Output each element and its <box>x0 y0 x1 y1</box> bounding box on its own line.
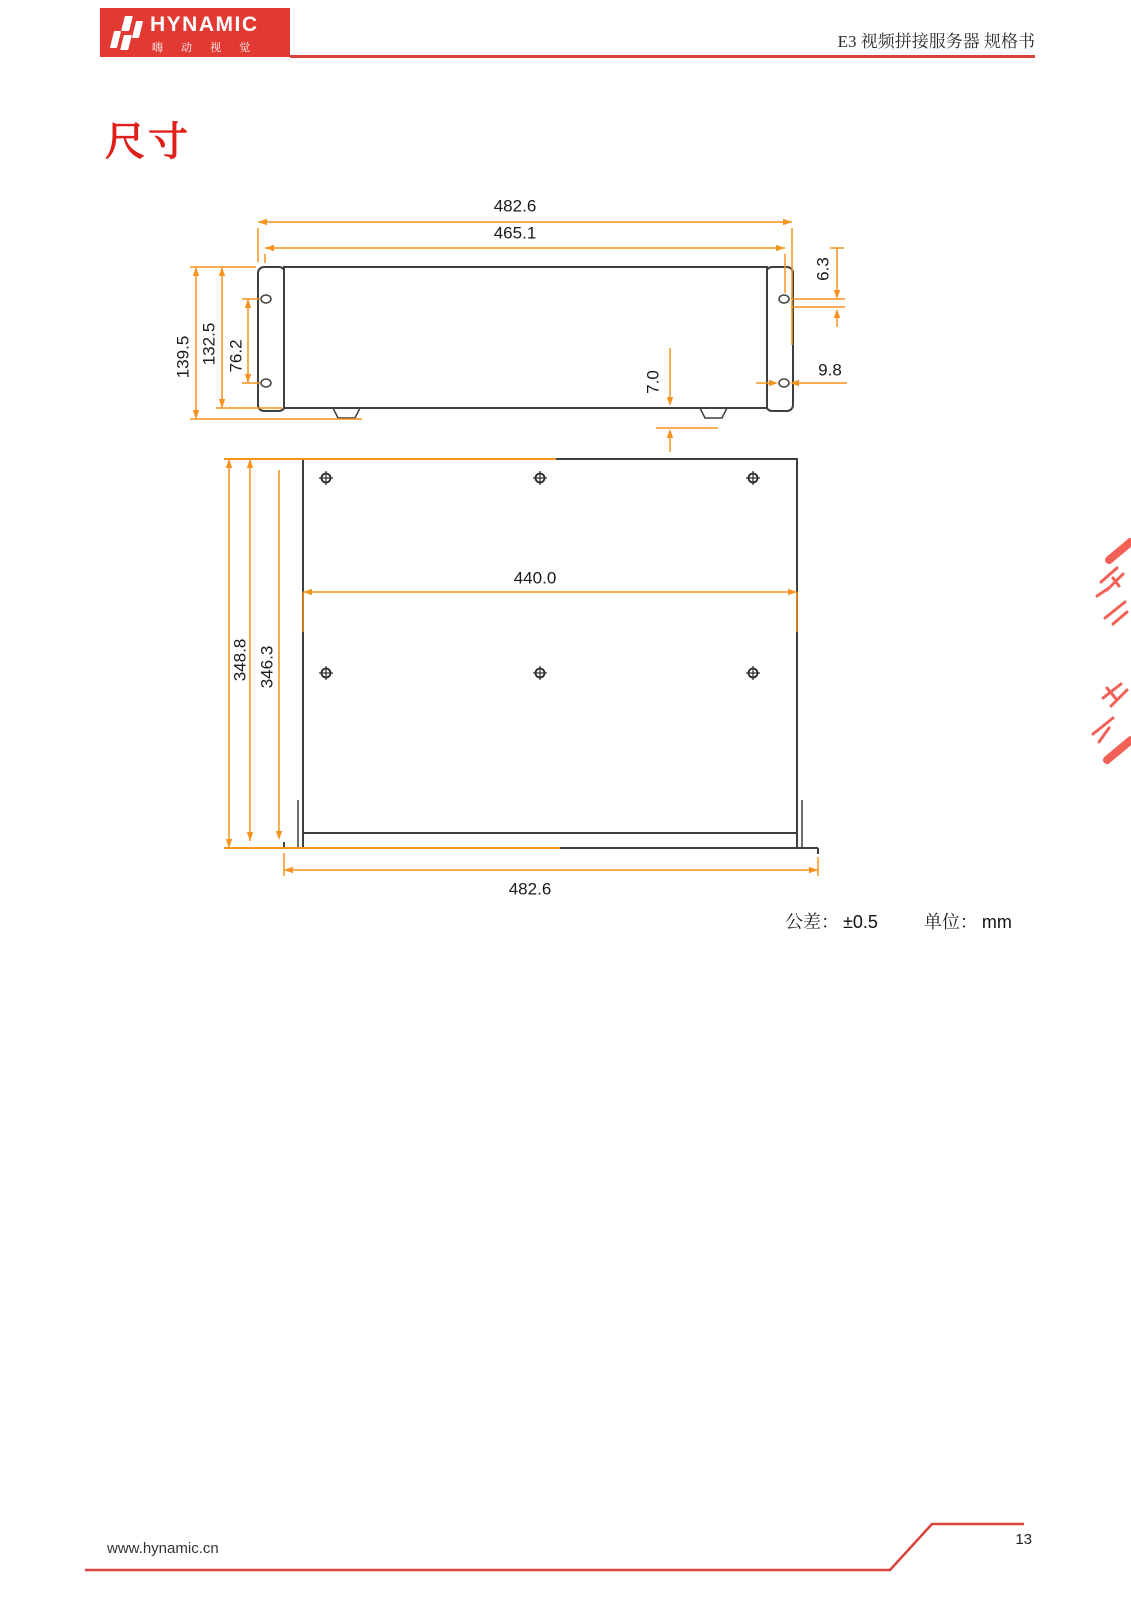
unit-value: mm <box>981 912 1012 932</box>
dim-top-depth-body: 346.3 <box>257 645 277 689</box>
unit-label: 单位： <box>923 912 978 932</box>
dim-front-height-overall: 139.5 <box>173 335 193 379</box>
dim-front-ear-hole-side: 9.8 <box>818 360 842 380</box>
dim-front-hole-pitch: 76.2 <box>226 339 246 373</box>
dim-front-foot-height: 7.0 <box>643 370 663 394</box>
dim-top-depth-overall: 348.8 <box>230 638 250 682</box>
footer-website: www.hynamic.cn <box>107 1540 219 1557</box>
dim-front-ear-hole-top: 6.3 <box>813 257 833 281</box>
red-stamp-watermark <box>1083 538 1131 778</box>
logo-tagline: 嗨 动 视 觉 <box>152 42 258 54</box>
dim-front-width-overall: 482.6 <box>493 196 537 216</box>
tolerance-value: ±0.5 <box>843 912 878 932</box>
footer-page-number: 13 <box>1015 1531 1032 1548</box>
dim-top-width-flange: 482.6 <box>508 879 552 899</box>
logo-brand-text: HYNAMIC <box>150 13 259 36</box>
page-title: 尺寸 <box>105 120 191 164</box>
dim-front-width-inner: 465.1 <box>493 223 537 243</box>
tolerance-note <box>785 908 1012 934</box>
dim-front-height-body: 132.5 <box>199 322 219 366</box>
dim-top-width-mount: 440.0 <box>513 568 557 588</box>
document-title: E3 视频拼接服务器 规格书 <box>837 32 1035 51</box>
tolerance-label: 公差： <box>785 912 839 932</box>
